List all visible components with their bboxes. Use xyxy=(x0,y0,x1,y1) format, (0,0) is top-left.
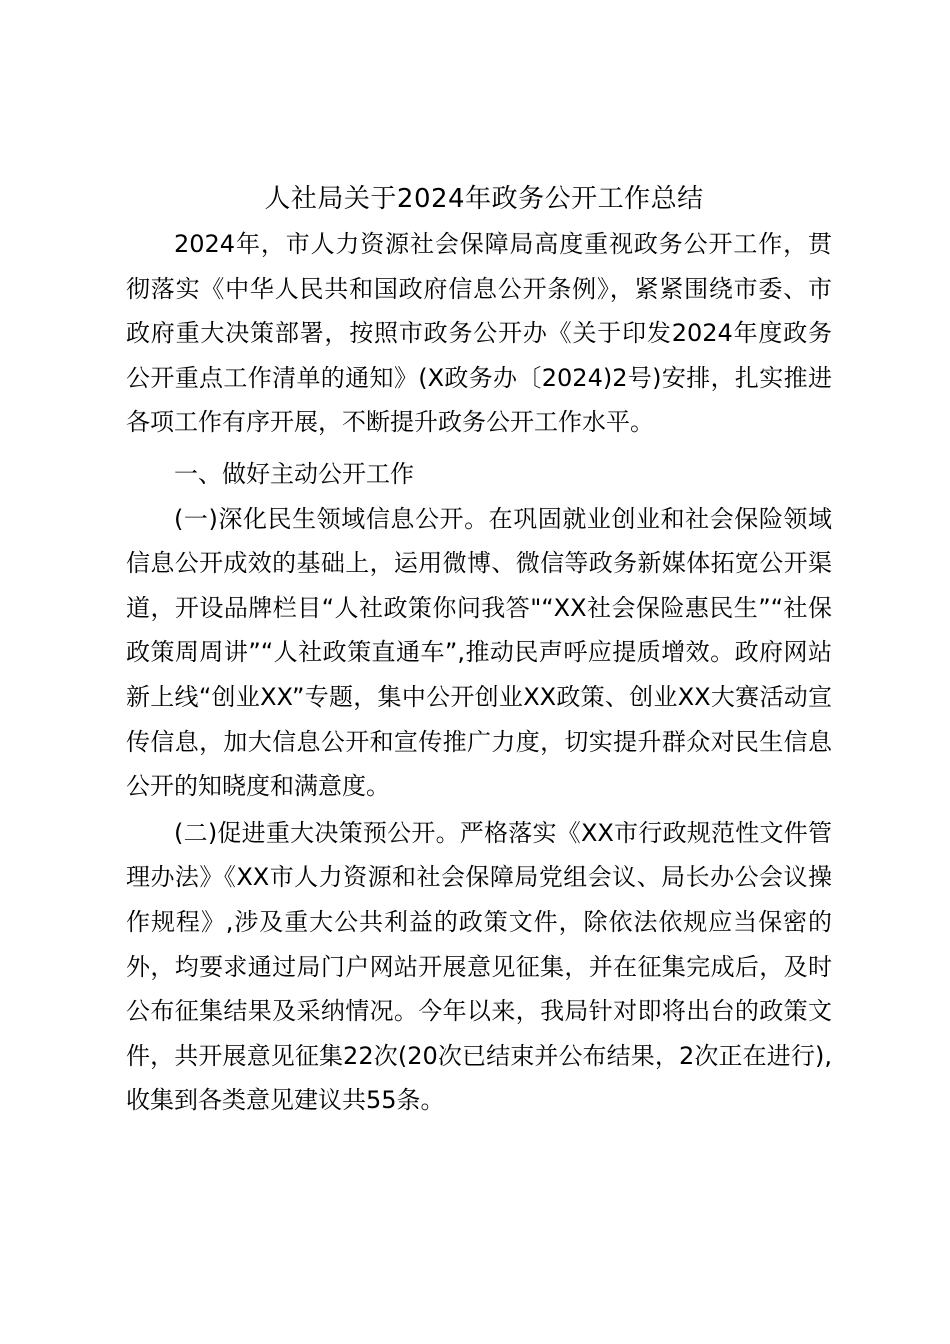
intro-paragraph: 2024年，市人力资源社会保障局高度重视政务公开工作，贯彻落实《中华人民共和国政府信息公开条例》，紧紧围绕市委、市政府重大决策部署，按照市政务公开办《关于印发2024年度政务公开重点工作清单的通知》(X政务办〔2024)2号)安排，扎实推进各项工作有序开展，不断提升政务公开工作水平。 xyxy=(126,230,832,437)
section-1-heading: 一、做好主动公开工作 xyxy=(174,459,414,488)
item-2-paragraph: (二)促进重大决策预公开。严格落实《XX市行政规范性文件管理办法》《XX市人力资源和社会保障局党组会议、局长办公会议操作规程》,涉及重大公共利益的政策文件，除依法依规应当保密的外，均要求通过局门户网站开展意见征集，并在征集完成后，及时公布征集结果及采纳情况。今年以来，我局针对即将出台的政策文件，共开展意见征集22次(20次已结束并公布结果，2次正在进行),收集到各类意见建议共55条。 xyxy=(126,818,832,1115)
document-page xyxy=(126,176,832,1123)
item-1-paragraph: (一)深化民生领域信息公开。在巩固就业创业和社会保险领域信息公开成效的基础上，运用微博、微信等政务新媒体拓宽公开渠道，开设品牌栏目“人社政策你问我答"“XX社会保险惠民生”“社保政策周周讲”“人社政策直通车”,推动民声呼应提质增效。政府网站新上线“创业XX”专题，集中公开创业XX政策、创业XX大赛活动宣传信息，加大信息公开和宣传推广力度，切实提升群众对民生信息公开的知晓度和满意度。 xyxy=(126,504,832,801)
document-title: 人社局关于2024年政务公开工作总结 xyxy=(264,184,704,214)
